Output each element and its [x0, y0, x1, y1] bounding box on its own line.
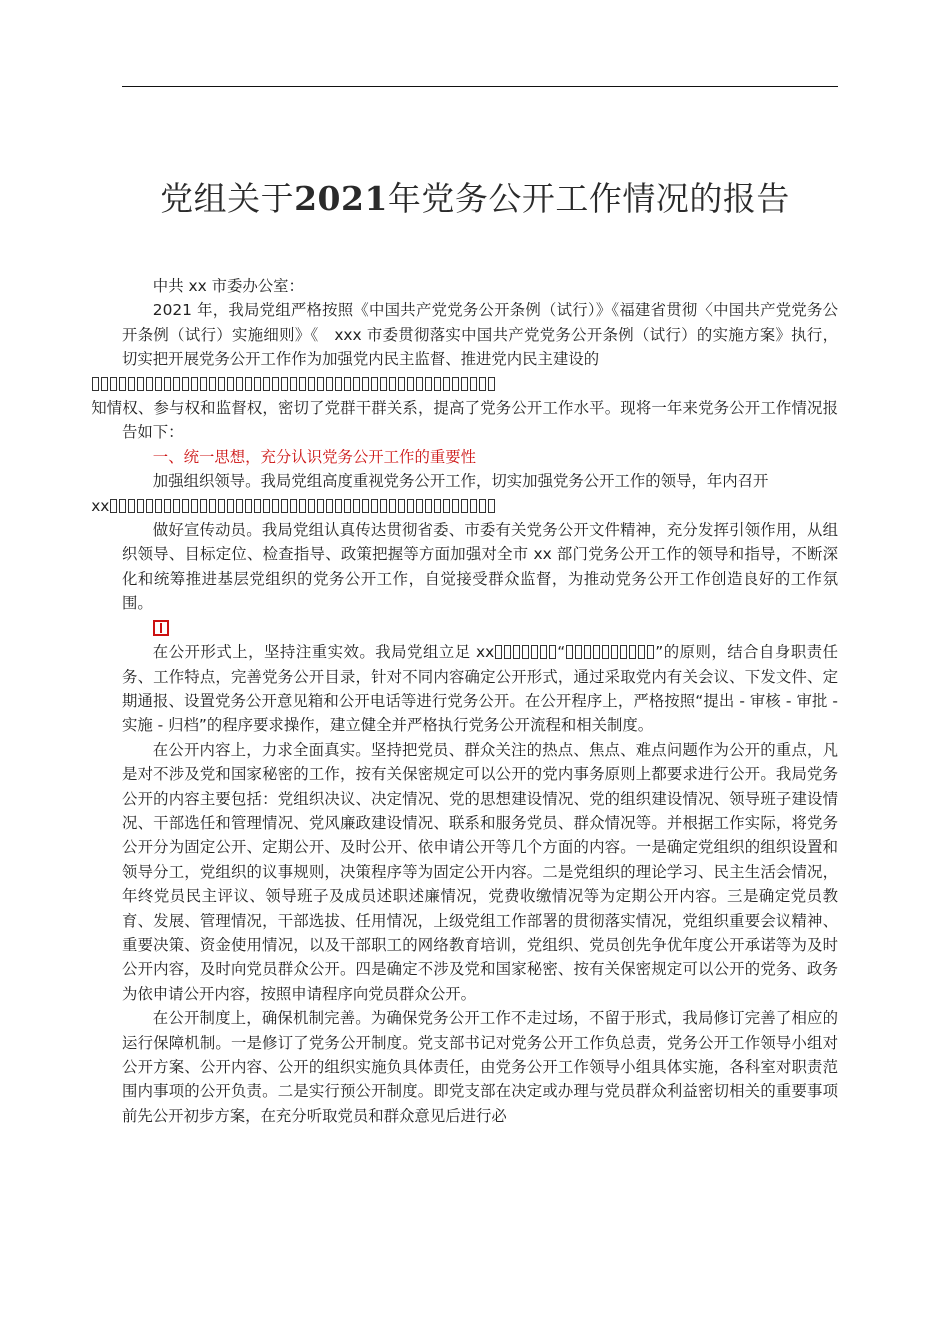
- title-part1: 党组关于: [160, 179, 295, 218]
- section2-quote-open: “: [557, 643, 566, 662]
- document-body: [91, 274, 838, 1128]
- intro-glyph-run: [91, 375, 496, 393]
- section1-paragraph-1: [91, 469, 838, 518]
- section1-heading: 一、统一思想，充分认识党务公开工作的重要性: [152, 447, 477, 466]
- title-year: 2021: [294, 179, 388, 218]
- document-title: [0, 176, 950, 222]
- section1-para1-text: 加强组织领导。我局党组高度重视党务公开工作，切实加强党务公开工作的领导，年内召开: [152, 472, 769, 491]
- section2-heading-mark: [122, 616, 838, 640]
- intro-text-1: 2021 年，我局党组严格按照《中国共产党党务公开条例（试行）》《福建省贯彻〈中国共产党党务公开条例（试行）实施细则》《 xxx 市委贯彻落实中国共产党党务公开条例（试行）的实施方案》执行，切实把开展党务公开工作作为加强党内民主监督、推进党内民主建设的: [122, 301, 838, 369]
- section1-paragraph-2: 做好宣传动员。我局党组认真传达贯彻省委、市委有关党务公开文件精神，充分发挥引领作用，从组织领导、目标定位、检查指导、政策把握等方面加强对全市 xx 部门党务公开工作的领导和指导，不断深化和统筹推进基层党组织的党务公开工作，自觉接受群众监督，为推动党务公开工作创造良好的工作氛围。: [122, 521, 838, 613]
- recipient-line: 中共 xx 市委办公室：: [152, 277, 304, 295]
- missing-glyph-icon: [153, 620, 169, 636]
- intro-paragraph: [91, 298, 838, 444]
- section1-para1-prefix: xx: [91, 496, 110, 515]
- title-part2: 年党务公开工作情况的报告: [387, 179, 790, 218]
- section2-quote-close: ”: [655, 643, 664, 662]
- section2-paragraph-1: [122, 640, 838, 738]
- header-rule: [122, 86, 838, 87]
- intro-text-2: 知情权、参与权和监督权，密切了党群干群关系，提高了党务公开工作水平。现将一年来党务公开工作情况报告如下：: [91, 399, 838, 442]
- section1-para1-glyph-line: [91, 497, 496, 515]
- section2-para1-start: 在公开形式上，坚持注重实效。我局党组立足 xx: [152, 643, 495, 662]
- section2-paragraph-3: 在公开制度上，确保机制完善。为确保党务公开工作不走过场，不留于形式，我局修订完善了相应的运行保障机制。一是修订了党务公开制度。党支部书记对党务公开工作负总责，党务公开工作领导小组对公开方案、公开内容、公开的组织实施负具体责任，由党务公开工作领导小组具体实施，各科室对职责范围内事项的公开负责。二是实行预公开制度。即党支部在决定或办理与党员群众利益密切相关的重要事项前先公开初步方案，在充分听取党员和群众意见后进行必: [122, 1009, 838, 1125]
- section2-para1-rest: 的原则，结合自身职责任务、工作特点，完善党务公开目录，针对不同内容确定公开形式，通过采取党内有关会议、下发文件、定期通报、设置党务公开意见箱和公开电话等进行党务公开。在公开程序上，严格按照“提出 - 审核 - 审批 - 实施 - 归档”的程序要求操作，建立健全并严格执行党务公开流程和相关制度。: [122, 643, 838, 735]
- section2-paragraph-2: 在公开内容上，力求全面真实。坚持把党员、群众关注的热点、焦点、难点问题作为公开的重点，凡是对不涉及党和国家秘密的工作，按有关保密规定可以公开的党内事务原则上都要求进行公开。我局党务公开的内容主要包括：党组织决议、决定情况、党的思想建设情况、党的组织建设情况、领导班子建设情况、干部选任和管理情况、党风廉政建设情况、联系和服务党员、群众情况等。并根据工作实际，将党务公开分为固定公开、定期公开、及时公开、依申请公开等几个方面的内容。一是确定党组织的组织设置和领导分工，党组织的议事规则，决策程序等为固定公开内容。二是党组织的理论学习、民主生活会情况，年终党员民主评议、领导班子及成员述职述廉情况，党费收缴情况等为定期公开内容。三是确定党员教育、发展、管理情况，干部选拔、任用情况，上级党组工作部署的贯彻落实情况，党组织重要会议精神、重要决策、资金使用情况，以及干部职工的网络教育培训，党组织、党员创先争优年度公开承诺等为及时公开内容，及时向党员群众公开。四是确定不涉及党和国家秘密、按有关保密规定可以公开的党务、政务为依申请公开内容，按照申请程序向党员群众公开。: [122, 740, 838, 1003]
